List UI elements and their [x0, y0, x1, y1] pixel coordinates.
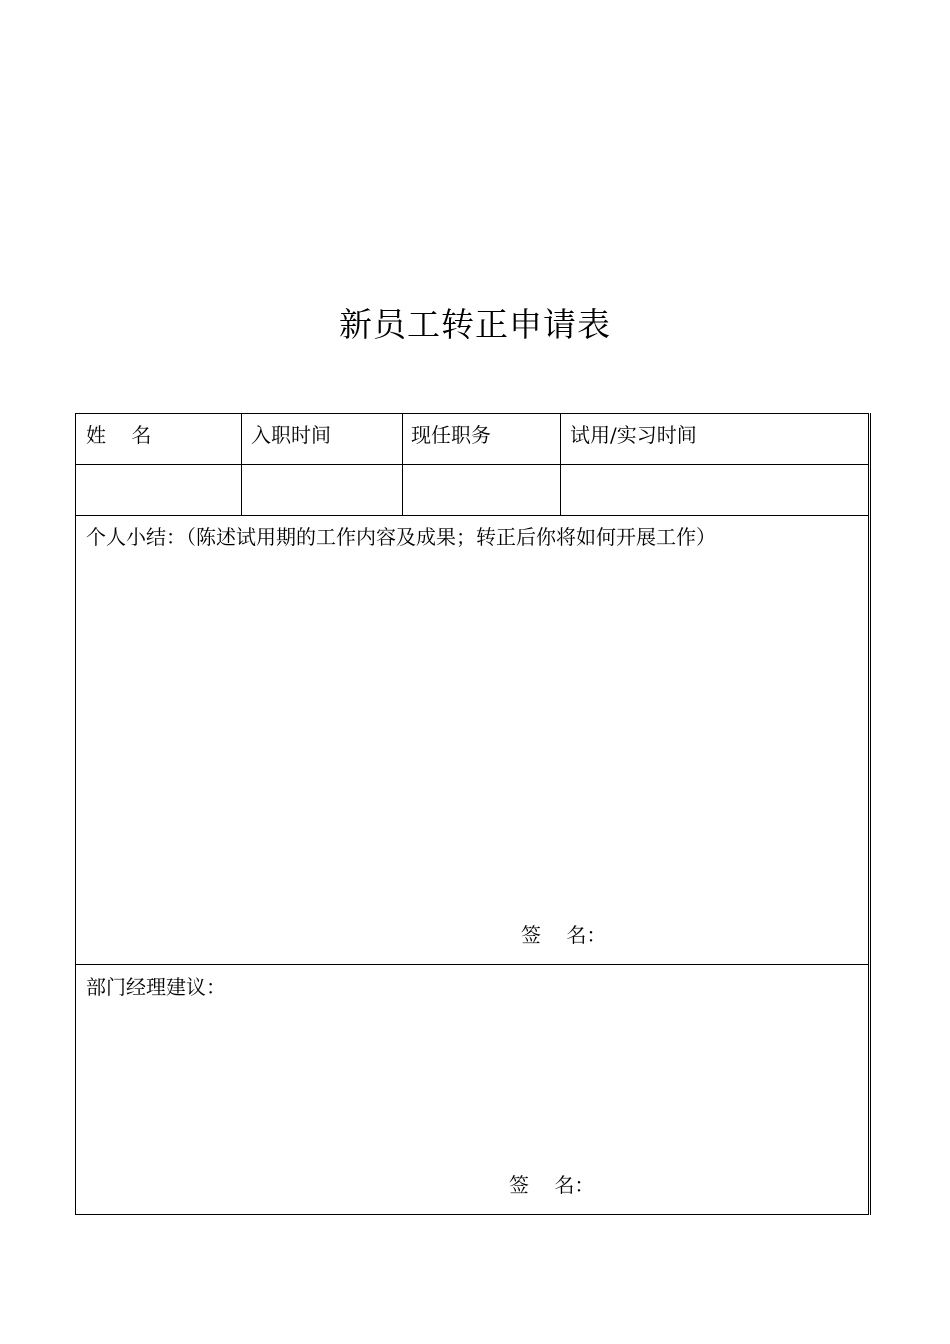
- row-divider-summary: [76, 964, 868, 965]
- probation-period-field[interactable]: [561, 465, 868, 515]
- personal-summary-label: 个人小结：（陈述试用期的工作内容及成果；转正后你将如何开展工作）: [86, 525, 716, 549]
- probation-period-header: 试用/实习时间: [570, 423, 697, 447]
- personal-summary-field[interactable]: [76, 554, 868, 924]
- table-right-border-double: [870, 413, 871, 1215]
- name-field[interactable]: [76, 465, 241, 515]
- current-position-header: 现任职务: [411, 423, 491, 447]
- manager-advice-label: 部门经理建议：: [86, 975, 226, 999]
- summary-signature-label: 签 名：: [521, 923, 607, 947]
- join-date-header: 入职时间: [251, 423, 331, 447]
- row-divider-values: [76, 515, 868, 516]
- name-header: 姓 名: [86, 423, 152, 447]
- manager-advice-field[interactable]: [76, 1004, 868, 1169]
- manager-signature-label: 签 名：: [509, 1173, 595, 1197]
- application-form-table: [75, 413, 869, 1215]
- page-title: 新员工转正申请表: [339, 305, 611, 344]
- current-position-field[interactable]: [403, 465, 560, 515]
- join-date-field[interactable]: [242, 465, 402, 515]
